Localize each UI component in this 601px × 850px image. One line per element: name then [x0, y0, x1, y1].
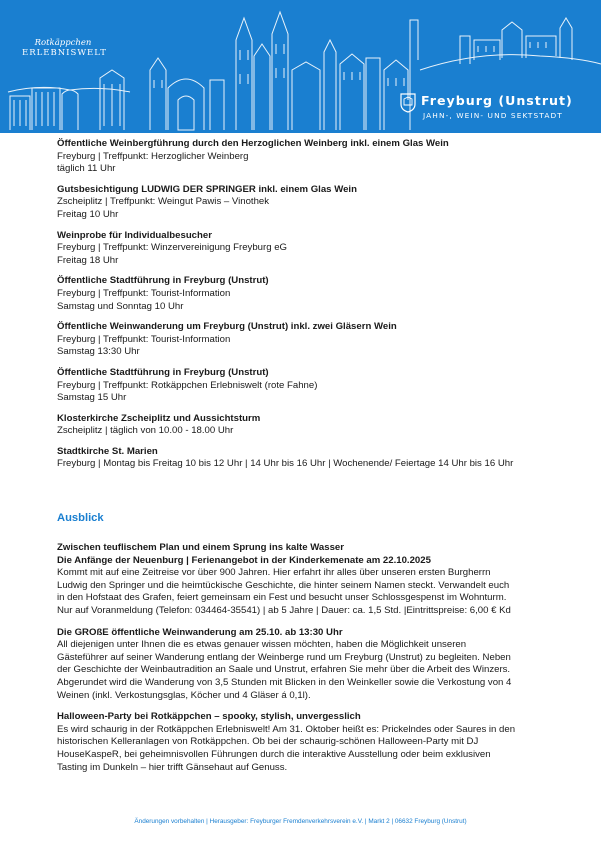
- event-time: Freitag 18 Uhr: [57, 254, 119, 266]
- outlook-text-line: Tasting im Dunkeln – hier trifft Gänsehaut auf Genuss.: [57, 761, 288, 773]
- outlook-text-line: in den Hofstaat des Grafen, feiert gemeinsam ein Fest und besucht unser Schlossgespenst im Wohnturm.: [57, 592, 507, 604]
- event-title: Öffentliche Stadtführung in Freyburg (Unstrut): [57, 366, 269, 378]
- event-list: [57, 138, 557, 479]
- logo-line-1: Rotkäppchen: [34, 38, 92, 48]
- event-title: Klosterkirche Zscheiplitz und Aussichtsturm: [57, 412, 261, 424]
- event-location: Freyburg | Treffpunkt: Tourist-Information: [57, 287, 231, 299]
- event-title: Stadtkirche St. Marien: [57, 445, 158, 457]
- outlook-text-line: Weinen (inkl. Verkostungsglas, Köcher und 4 Gläser á 0,1l).: [57, 689, 311, 701]
- event-item: [57, 413, 557, 438]
- event-location: Freyburg | Treffpunkt: Herzoglicher Weinberg: [57, 150, 249, 162]
- rotkaeppchen-erlebniswelt-logo: [22, 38, 107, 58]
- outlook-text-line: historischen Kelleranlagen von Rotkäppchen. Ob bei der schaurig-schönen Halloween-Party mit DJ: [57, 736, 479, 748]
- town-tagline: JAHN-, WEIN- UND SEKTSTADT: [423, 111, 563, 120]
- outlook-text-line: Abgerundet wird die Wanderung von 3,5 Stunden mit Blicken in den Weinkeller sowie die Verkostung von 4: [57, 676, 512, 688]
- page-footer: Änderungen vorbehalten | Herausgeber: Freyburger Fremdenverkehrsverein e.V. | Markt 2 | 06632 Freyburg (Unstrut): [134, 818, 467, 825]
- event-title: Öffentliche Stadtführung in Freyburg (Unstrut): [57, 275, 269, 287]
- event-location: Freyburg | Treffpunkt: Winzervereinigung Freyburg eG: [57, 242, 288, 254]
- event-time: Samstag 15 Uhr: [57, 392, 127, 404]
- outlook-item: [57, 542, 557, 618]
- event-time: täglich 11 Uhr: [57, 163, 116, 175]
- outlook-text-line: Gästeführer auf seiner Wanderung entlang der Weinberge rund um Freyburg (Unstrut) zu begleiten. Neben: [57, 651, 511, 663]
- outlook-title: Zwischen teuflischem Plan und einem Sprung ins kalte Wasser: [57, 542, 344, 553]
- outlook-text-line: der Geschichte der Weinbautradition an Saale und Unstrut, erfahren Sie mehr über die Arbeit des Winzers.: [57, 664, 511, 676]
- outlook-item: [57, 711, 557, 774]
- event-item: [57, 230, 557, 268]
- event-location: Freyburg | Treffpunkt: Tourist-Information: [57, 333, 231, 345]
- outlook-text-line: Kommt mit auf eine Zeitreise vor über 900 Jahren. Hier erfahrt ihr alles über unseren ersten Burgherrn: [57, 567, 491, 579]
- outlook-text-line: HouseKaspeR, bei geheimnisvollen Führungen durch die interaktive Ausstellung oder beim exklusiven: [57, 748, 491, 760]
- outlook-title: Halloween-Party bei Rotkäppchen – spooky, stylish, unvergesslich: [57, 711, 361, 723]
- town-crest-icon: [400, 93, 416, 113]
- freyburg-logo: [400, 93, 601, 125]
- section-heading-ausblick: Ausblick: [57, 512, 104, 524]
- outlook-text-line: All diejenigen unter Ihnen die es etwas genauer wissen möchten, haben die Möglichkeit unseren: [57, 639, 467, 651]
- outlook-text-line: Nur auf Voranmeldung (Telefon: 034464-35541) | ab 5 Jahre | Dauer: ca. 1,5 Std. |Eintrittspreise: 6,00 € Kd: [57, 604, 511, 616]
- outlook-text-line: Ludwig den Springer und die heimtückische Geschichte, die hinter seinem Namen steckt. Verwandelt euch: [57, 579, 510, 591]
- event-item: [57, 138, 557, 176]
- outlook-title: Die GROßE öffentliche Weinwanderung am 25.10. ab 13:30 Uhr: [57, 626, 343, 638]
- event-title: Gutsbesichtigung LUDWIG DER SPRINGER inkl. einem Glas Wein: [57, 183, 357, 195]
- outlook-list: [57, 542, 557, 783]
- event-item: [57, 275, 557, 313]
- event-title: Öffentliche Weinbergführung durch den Herzoglichen Weinberg inkl. einem Glas Wein: [57, 138, 449, 149]
- event-time: Samstag 13:30 Uhr: [57, 346, 140, 358]
- town-name: Freyburg (Unstrut): [421, 93, 573, 108]
- event-location: Zscheiplitz | Treffpunkt: Weingut Pawis – Vinothek: [57, 196, 270, 208]
- event-title: Öffentliche Weinwanderung um Freyburg (Unstrut) inkl. zwei Gläsern Wein: [57, 321, 397, 333]
- event-location: Zscheiplitz | täglich von 10.00 - 18.00 Uhr: [57, 425, 234, 437]
- outlook-text-line: Es wird schaurig in der Rotkäppchen Erlebniswelt! Am 31. Oktober heißt es: Prickelndes oder Saures in den: [57, 723, 516, 735]
- page-header: [0, 0, 601, 133]
- event-item: [57, 446, 557, 471]
- event-location: Freyburg | Montag bis Freitag 10 bis 12 Uhr | 14 Uhr bis 16 Uhr | Wochenende/ Feiertage 14 Uhr bis 16 Uhr: [57, 458, 514, 470]
- event-item: [57, 321, 557, 359]
- logo-line-2: ERLEBNISWELT: [22, 48, 107, 58]
- event-item: [57, 184, 557, 222]
- outlook-item: [57, 627, 557, 703]
- event-location: Freyburg | Treffpunkt: Rotkäppchen Erlebniswelt (rote Fahne): [57, 379, 318, 391]
- event-time: Freitag 10 Uhr: [57, 208, 119, 220]
- event-item: [57, 367, 557, 405]
- outlook-subtitle: Die Anfänge der Neuenburg | Ferienangebot in der Kinderkemenate am 22.10.2025: [57, 554, 431, 566]
- event-title: Weinprobe für Individualbesucher: [57, 229, 212, 241]
- event-time: Samstag und Sonntag 10 Uhr: [57, 300, 184, 312]
